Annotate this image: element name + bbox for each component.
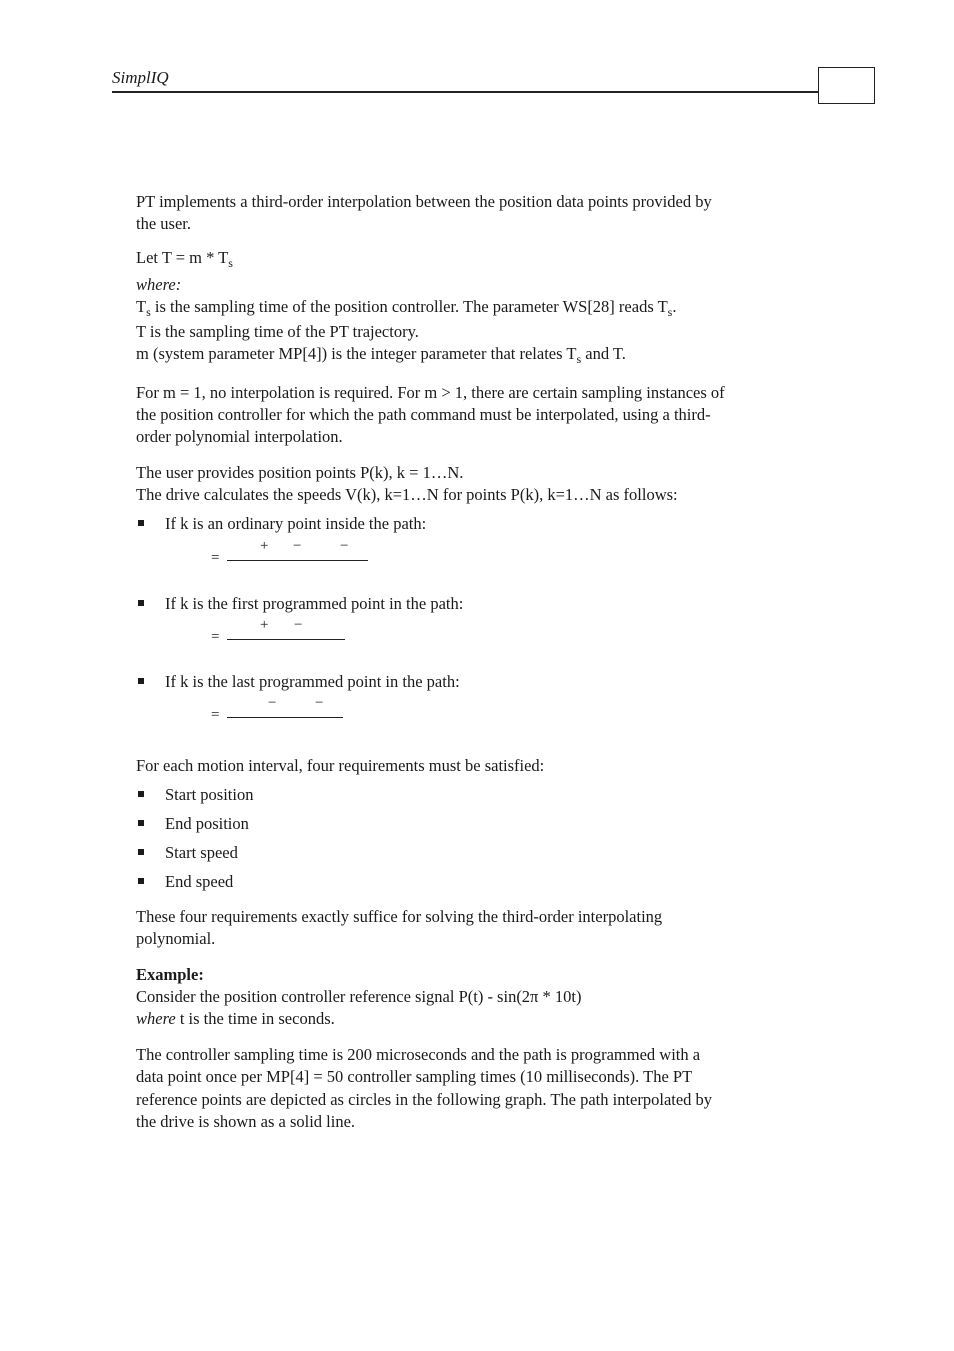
m-end: and T. xyxy=(581,344,626,363)
final-line-2: data point once per MP[4] = 50 controller sampling times (10 milliseconds). The PT xyxy=(136,1067,693,1086)
m-paragraph-line-1: For m = 1, no interpolation is required. For m > 1, there are certain sampling instances of xyxy=(136,383,725,402)
header-title: SimplIQ xyxy=(112,68,169,87)
bullet-icon xyxy=(138,878,144,884)
formula-op: − xyxy=(293,538,302,554)
formula-equals: = xyxy=(211,707,220,723)
requirements-intro: For each motion interval, four requirements must be satisfied: xyxy=(136,756,545,775)
m-definition xyxy=(136,343,626,366)
suffice-line-1: These four requirements exactly suffice for solving the third-order interpolating xyxy=(136,907,663,926)
let-subscript: s xyxy=(228,256,233,270)
fraction-bar xyxy=(227,717,343,718)
m-paragraph-line-3: order polynomial interpolation. xyxy=(136,427,343,446)
example-signal: Consider the position controller reference signal P(t) - sin(2π * 10t) xyxy=(136,987,582,1006)
case-first-label: If k is the first programmed point in the path: xyxy=(165,594,464,613)
intro-line-1: PT implements a third-order interpolation between the position data points provided by xyxy=(136,192,712,211)
formula-op: + xyxy=(260,538,269,554)
where-rest: t is the time in seconds. xyxy=(175,1009,335,1028)
bullet-icon xyxy=(138,600,144,606)
suffice-line-2: polynomial. xyxy=(136,929,216,948)
final-line-4: the drive is shown as a solid line. xyxy=(136,1112,356,1131)
formula-op: − xyxy=(340,538,349,554)
ts-end: . xyxy=(672,297,677,316)
example-where xyxy=(136,1008,335,1030)
requirement-item: End position xyxy=(165,814,249,833)
ts-subscript-2: s xyxy=(667,305,673,319)
let-definition xyxy=(136,247,233,270)
header-rule xyxy=(112,91,819,93)
where-word: where xyxy=(136,1009,176,1028)
let-text: Let T = m * T xyxy=(136,248,229,267)
requirement-item: Start speed xyxy=(165,843,238,862)
requirement-item: End speed xyxy=(165,872,234,891)
requirement-item: Start position xyxy=(165,785,254,804)
fraction-bar xyxy=(227,639,345,640)
bullet-icon xyxy=(138,678,144,684)
m-subscript: s xyxy=(576,352,582,366)
bullet-icon xyxy=(138,820,144,826)
formula-op: − xyxy=(268,695,277,711)
formula-op: − xyxy=(294,617,303,633)
bullet-icon xyxy=(138,791,144,797)
points-line-1: The user provides position points P(k), k = 1…N. xyxy=(136,463,464,482)
points-line-2: The drive calculates the speeds V(k), k=1…N for points P(k), k=1…N as follows: xyxy=(136,485,678,504)
final-line-3: reference points are depicted as circles in the following graph. The path interpolated by xyxy=(136,1090,713,1109)
formula-equals: = xyxy=(211,629,220,645)
ts-text: is the sampling time of the position controller. The parameter WS[28] reads T xyxy=(150,297,668,316)
case-ordinary-label: If k is an ordinary point inside the path: xyxy=(165,514,427,533)
final-line-1: The controller sampling time is 200 microseconds and the path is programmed with a xyxy=(136,1045,701,1064)
m-text: m (system parameter MP[4]) is the integer parameter that relates T xyxy=(136,344,577,363)
ts-definition xyxy=(136,296,676,319)
example-heading: Example: xyxy=(136,965,204,984)
formula-op: + xyxy=(260,617,269,633)
where-label: where: xyxy=(136,275,182,294)
ts-subscript: s xyxy=(146,305,151,319)
case-last-label: If k is the last programmed point in the path: xyxy=(165,672,460,691)
intro-line-2: the user. xyxy=(136,214,191,233)
t-definition: T is the sampling time of the PT trajectory. xyxy=(136,322,419,341)
page-number-box xyxy=(818,67,875,104)
fraction-bar xyxy=(227,560,368,561)
ts-symbol: T xyxy=(136,297,147,316)
bullet-icon xyxy=(138,520,144,526)
m-paragraph-line-2: the position controller for which the path command must be interpolated, using a third- xyxy=(136,405,711,424)
formula-equals: = xyxy=(211,550,220,566)
bullet-icon xyxy=(138,849,144,855)
formula-op: − xyxy=(315,695,324,711)
